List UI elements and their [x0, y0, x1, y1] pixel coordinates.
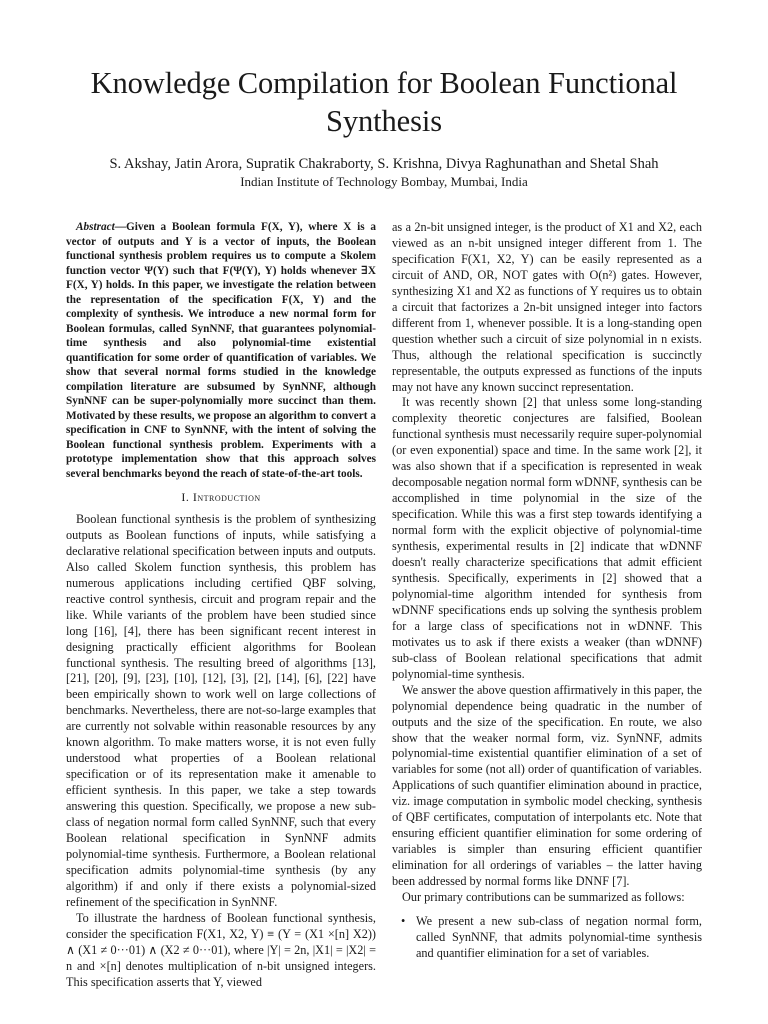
- affiliation: Indian Institute of Technology Bombay, Mumbai, India: [240, 174, 528, 189]
- bullet-icon: •: [401, 913, 406, 928]
- paragraph: Our primary contributions can be summarized as follows:: [402, 890, 685, 905]
- list-item: [392, 914, 702, 962]
- paragraph: We answer the above question affirmatively in this paper, the polynomial dependence being quadratic in the number of outputs and the size of the specification. En route, we also show that the weaker normal form, viz. SynNNF, admits polynomial-time existential quantifier elimination of a set of variables for some (not all) order of quantification of variables. Applications of such quantifier elimination abound in practice, viz. image computation in symbolic model checking, synthesis of QBF certificates, computation of interpolants etc. Note that ensuring efficient quantifier elimination for some ordering of variables is simpler than ensuring efficient quantifier elimination for all orderings of variables – the latter having been addressed by normal forms like DNNF [7].: [392, 682, 702, 889]
- abstract: [66, 220, 376, 481]
- paragraph: Boolean functional synthesis is the problem of synthesizing outputs as Boolean functions of inputs, while satisfying a declarative relational specification between inputs and outputs. Also called Skolem function synthesis, this problem has numerous applications including certified QBF solving, reactive control synthesis, circuit and program repair and the like. While variants of the problem have been studied since long [16], [4], there has been significant recent interest in designing practically efficient algorithms for Boolean functional synthesis. The resulting breed of algorithms [13], [21], [20], [9], [23], [10], [12], [3], [2], [14], [6], [22] have been empirically shown to work well on large collections of benchmarks. Nevertheless, there are not-so-large examples that are currently not solvable within reasonable resources by any known algorithm. To make matters worse, it is not even fully understood what properties of a Boolean relational specification or of its representation make it amenable to efficient synthesis. In this paper, we take a step towards answering this question. Specifically, we propose a new sub-class of negation normal form called SynNNF, such that every Boolean relational specification in SynNNF admits polynomial-time synthesis. Furthermore, a Boolean relational specification admits polynomial-time synthesis (by any algorithm) if and only if there exists a polynomial-sized refinement of the specification in SynNNF.: [66, 511, 376, 909]
- right-column: [392, 220, 702, 962]
- section-heading: I. Introduction: [181, 490, 261, 504]
- left-column: [66, 220, 376, 991]
- abstract-label: Abstract: [76, 221, 115, 233]
- contribution-list: [392, 914, 702, 962]
- paper-title: Knowledge Compilation for Boolean Functional Synthesis: [90, 66, 678, 138]
- paragraph: It was recently shown [2] that unless some long-standing complexity theoretic conjectures are falsified, Boolean functional synthesis must necessarily require super-polynomial (or even exponential) space and time. In the same work [2], it was also shown that if a specification is represented in weak decomposable negation normal form wDNNF, synthesis can be accomplished in time polynomial in the size of the specification. While this was a first step towards identifying a normal form with the explicit objective of polynomial-time synthesis, experimental results in [2] indicate that wDNNF doesn't really characterize specifications that admit efficient synthesis. Specifically, experiments in [2] showed that a polynomial-time algorithm intended for synthesis from wDNNF specifications ends up solving the synthesis problem for a large class of specifications not in wDNNF. This motivates us to ask if there exists a weaker (than wDNNF) sub-class of Boolean relational specifications that admit polynomial-time synthesis.: [392, 395, 702, 681]
- paragraph: To illustrate the hardness of Boolean functional synthesis, consider the specification F(X1, X2, Y) ≡ (Y = (X1 ×[n] X2)) ∧ (X1 ≠ 0···01) ∧ (X2 ≠ 0···01), where |Y| = 2n, |X1| = |X2| = n and ×[n] denotes multiplication of n-bit unsigned integers. This specification asserts that Y, viewed: [66, 910, 376, 989]
- abstract-text: —Given a Boolean formula F(X, Y), where X is a vector of outputs and Y is a vector of inputs, the Boolean functional synthesis problem requires us to compute a Skolem function vector Ψ(Y) such that F(Ψ(Y), Y) holds whenever ∃X F(X, Y) holds. In this paper, we investigate the relation between the representation of the specification F(X, Y) and the complexity of synthesis. We introduce a new normal form for Boolean formulas, called SynNNF, that guarantees polynomial-time synthesis and also polynomial-time existential quantification for some order of quantification of variables. We show that several normal forms studied in the knowledge compilation literature are subsumed by SynNNF, although SynNNF can be super-polynomially more succinct than them. Motivated by these results, we propose an algorithm to convert a specification in CNF to SynNNF, with the intent of solving the Boolean functional synthesis problem. Experiments with a prototype implementation show that this approach solves several benchmarks beyond the reach of state-of-the-art tools.: [66, 221, 376, 480]
- paragraph: as a 2n-bit unsigned integer, is the product of X1 and X2, each viewed as an n-bit unsigned integer different from 1. The specification F(X1, X2, Y) can be easily represented as a circuit of AND, OR, NOT gates with O(n²) gates. However, synthesizing X1 and X2 as functions of Y requires us to obtain a circuit that factorizes a 2n-bit unsigned integer into factors different from 1, whenever possible. It is a long-standing open question whether such a circuit of size polynomial in n exists. Thus, although the relational specification is succinctly representable, the outputs expressed as functions of the inputs may not have any known succinct representation.: [392, 220, 702, 394]
- author-list: S. Akshay, Jatin Arora, Supratik Chakraborty, S. Krishna, Divya Raghunathan and Shetal Shah: [109, 156, 659, 172]
- list-item-text: We present a new sub-class of negation normal form, called SynNNF, that admits polynomial-time synthesis and quantifier elimination for a set of variables.: [416, 913, 702, 960]
